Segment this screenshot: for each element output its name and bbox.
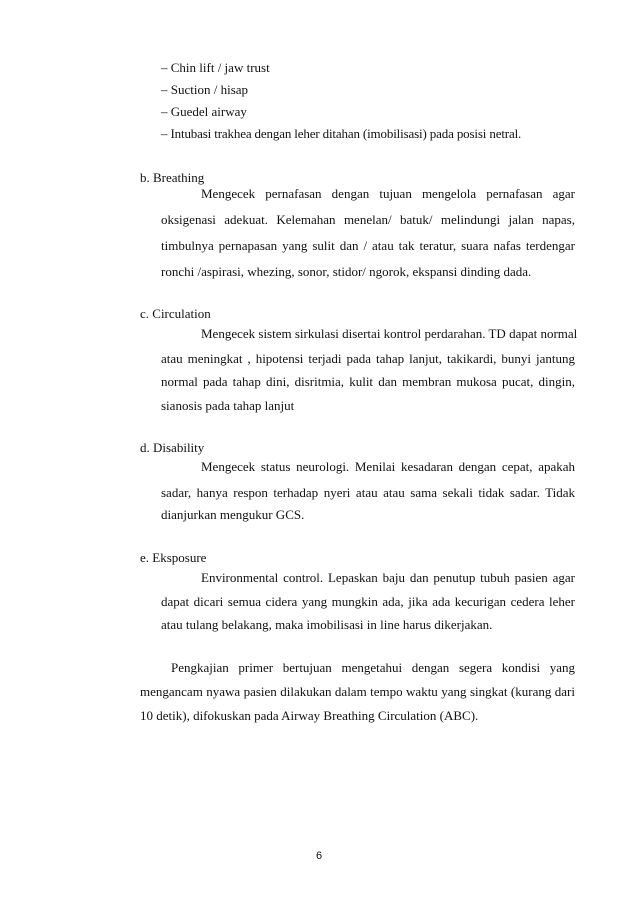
- page-number: 6: [315, 850, 323, 862]
- disability-line-3: dianjurkan mengukur GCS.: [161, 507, 305, 522]
- breathing-line-1: Mengecek pernafasan dengan tujuan mengelola pernafasan agar: [201, 186, 575, 201]
- disability-line-1: Mengecek status neurologi. Menilai kesadaran dengan cepat, apakah: [201, 459, 575, 474]
- section-heading-disability: d. Disability: [140, 440, 205, 455]
- circulation-line-1: Mengecek sistem sirkulasi disertai kontrol perdarahan. TD dapat normal: [201, 326, 578, 341]
- summary-line-1: Pengkajian primer bertujuan mengetahui dengan segera kondisi yang: [171, 660, 575, 675]
- circulation-line-3: normal pada tahap dini, disritmia, kulit dan membran mukosa pucat, dingin,: [161, 374, 575, 389]
- airway-item-suction: – Suction / hisap: [161, 82, 249, 97]
- airway-item-chin-lift: – Chin lift / jaw trust: [161, 60, 270, 75]
- breathing-line-3: timbulnya pernapasan yang sulit dan / atau tak teratur, suara nafas terdengar: [161, 238, 575, 253]
- breathing-line-2: oksigenasi adekuat. Kelemahan menelan/ batuk/ melindungi jalan napas,: [161, 212, 575, 227]
- eksposure-line-2: dapat dicari semua cidera yang mungkin ada, jika ada kecurigan cedera leher: [161, 594, 575, 609]
- eksposure-line-3: atau tulang belakang, maka imobilisasi in line harus dikerjakan.: [161, 617, 493, 632]
- breathing-line-4: ronchi /aspirasi, whezing, sonor, stidor/ ngorok, ekspansi dinding dada.: [161, 264, 532, 279]
- circulation-line-2: atau meningkat , hipotensi terjadi pada tahap lanjut, takikardi, bunyi jantung: [161, 351, 575, 366]
- airway-item-guedel: – Guedel airway: [161, 104, 247, 119]
- section-heading-circulation: c. Circulation: [140, 306, 211, 321]
- section-heading-breathing: b. Breathing: [140, 170, 205, 185]
- section-heading-eksposure: e. Eksposure: [140, 550, 207, 565]
- disability-line-2: sadar, hanya respon terhadap nyeri atau atau sama sekali tidak sadar. Tidak: [161, 485, 575, 500]
- airway-item-intubasi: – Intubasi trakhea dengan leher ditahan (imobilisasi) pada posisi netral.: [161, 126, 522, 141]
- circulation-line-4: sianosis pada tahap lanjut: [161, 398, 295, 413]
- summary-line-2: mengancam nyawa pasien dilakukan dalam tempo waktu yang singkat (kurang dari: [140, 684, 575, 699]
- summary-line-3: 10 detik), difokuskan pada Airway Breathing Circulation (ABC).: [140, 708, 479, 723]
- eksposure-line-1: Environmental control. Lepaskan baju dan penutup tubuh pasien agar: [201, 570, 575, 585]
